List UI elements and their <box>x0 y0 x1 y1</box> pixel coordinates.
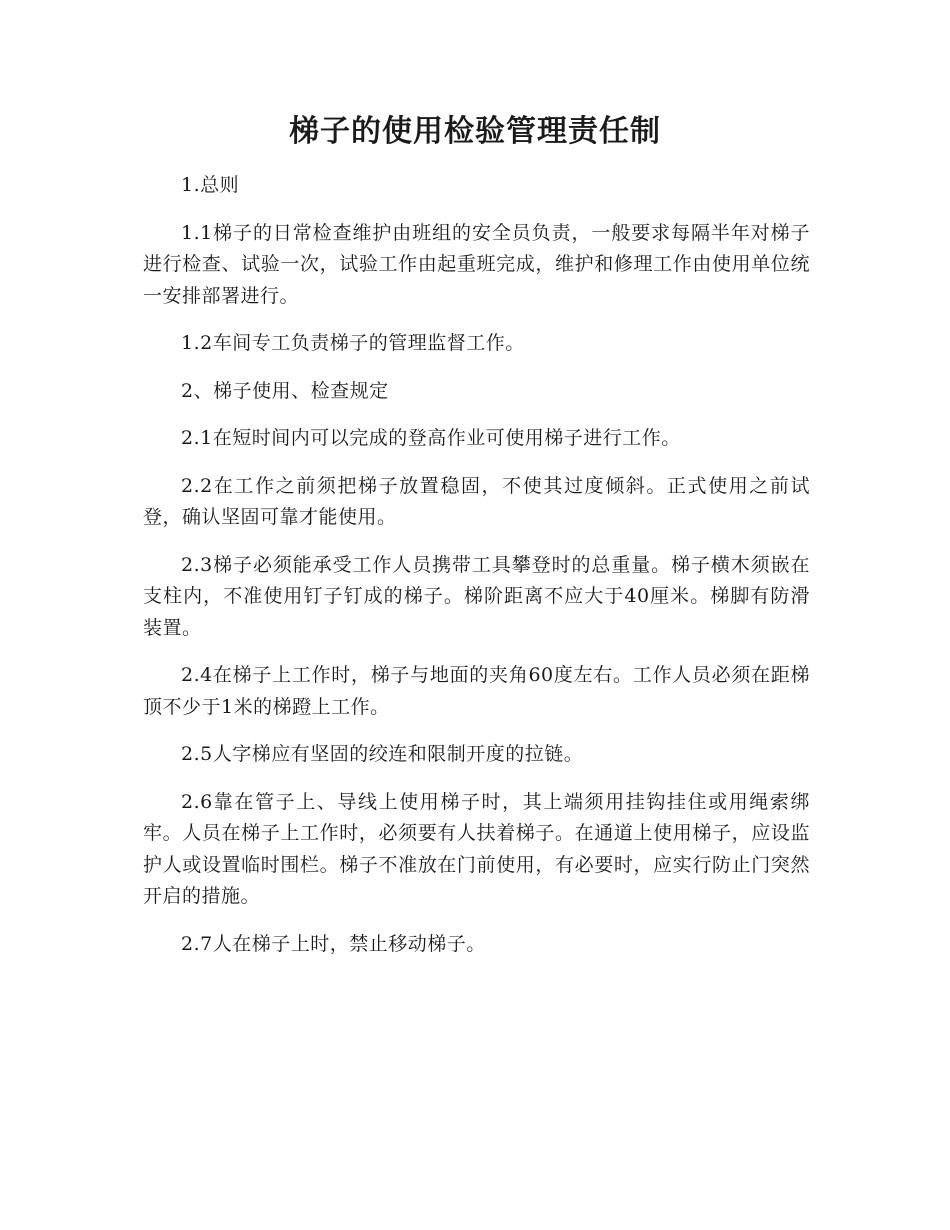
paragraph-2-4: 2.4在梯子上工作时，梯子与地面的夹角60度左右。工作人员必须在距梯顶不少于1米的梯蹬上工作。 <box>143 664 810 718</box>
paragraph-2-7: 2.7人在梯子上时，禁止移动梯子。 <box>181 932 486 955</box>
paragraph-2-6: 2.6靠在管子上、导线上使用梯子时，其上端须用挂钩挂住或用绳索绑牢。人员在梯子上工作时，必须要有人扶着梯子。在通道上使用梯子，应设监护人或设置临时围栏。梯子不准放在门前使用，有必要时，应实行防止门突然开启的措施。 <box>143 790 810 907</box>
section-heading-usage: 2、梯子使用、检查规定 <box>181 379 389 402</box>
document-body <box>143 170 810 976</box>
paragraph-1-1: 1.1梯子的日常检查维护由班组的安全员负责，一般要求每隔半年对梯子进行检查、试验一次，试验工作由起重班完成，维护和修理工作由使用单位统一安排部署进行。 <box>143 221 810 307</box>
paragraph-2-2: 2.2在工作之前须把梯子放置稳固，不使其过度倾斜。正式使用之前试登，确认坚固可靠才能使用。 <box>143 474 810 528</box>
paragraph-1-2: 1.2车间专工负责梯子的管理监督工作。 <box>181 332 525 354</box>
section-heading-general: 1.总则 <box>181 174 240 196</box>
paragraph-2-1: 2.1在短时间内可以完成的登高作业可使用梯子进行工作。 <box>181 427 681 449</box>
paragraph-2-3: 2.3梯子必须能承受工作人员携带工具攀登时的总重量。梯子横木须嵌在支柱内，不准使用钉子钉成的梯子。梯阶距离不应大于40厘米。梯脚有防滑装置。 <box>143 553 810 639</box>
paragraph-2-5: 2.5人字梯应有坚固的绞连和限制开度的拉链。 <box>181 743 584 765</box>
document-title: 梯子的使用检验管理责任制 <box>289 114 661 149</box>
